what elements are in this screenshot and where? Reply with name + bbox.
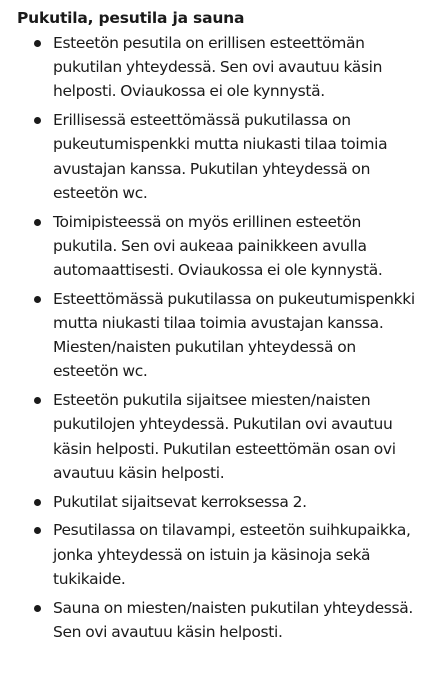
bullet-icon [34, 605, 41, 612]
bullet-icon [34, 296, 41, 303]
list-item-text: Esteetön pukutila sijaitsee miesten/naisten pukutilojen yhteydessä. Pukutilan ovi avautuu käsin helposti. Pukutilan esteettömän osan ovi avautuu käsin helposti. [53, 391, 396, 482]
list-item [17, 287, 417, 384]
list-item [17, 518, 417, 591]
list-item-text: Pukutilat sijaitsevat kerroksessa 2. [53, 492, 307, 511]
list-item [17, 108, 417, 205]
accessibility-list [17, 31, 417, 644]
bullet-icon [34, 40, 41, 47]
list-item-text: Toimipisteessä on myös erillinen esteetön pukutila. Sen ovi aukeaa painikkeen avulla automaattisesti. Oviaukossa ei ole kynnystä. [53, 212, 383, 280]
list-item [17, 596, 417, 644]
list-item-text: Esteetön pesutila on erillisen esteettömän pukutilan yhteydessä. Sen ovi avautuu käsin helposti. Oviaukossa ei ole kynnystä. [53, 34, 383, 101]
bullet-icon [34, 219, 41, 226]
bullet-icon [34, 527, 41, 534]
list-item [17, 388, 417, 485]
list-item-text: Sauna on miesten/naisten pukutilan yhteydessä. Sen ovi avautuu käsin helposti. [53, 598, 413, 641]
list-item-text: Esteettömässä pukutilassa on pukeutumispenkki mutta niukasti tilaa toimia avustajan kanssa. Miesten/naisten pukutilan yhteydessä on esteetön wc. [53, 289, 415, 381]
list-item [17, 490, 417, 514]
list-item [17, 210, 417, 283]
list-item-text: Pesutilassa on tilavampi, esteetön suihkupaikka, jonka yhteydessä on istuin ja käsinoja sekä tukikaide. [53, 521, 411, 588]
list-item-text: Erillisessä esteettömässä pukutilassa on pukeutumispenkki mutta niukasti tilaa toimia avustajan kanssa. Pukutilan yhteydessä on esteetön wc. [53, 111, 388, 202]
list-item [17, 31, 417, 104]
bullet-icon [34, 499, 41, 506]
bullet-icon [34, 397, 41, 404]
bullet-icon [34, 117, 41, 124]
section-title: Pukutila, pesutila ja sauna [17, 9, 245, 27]
